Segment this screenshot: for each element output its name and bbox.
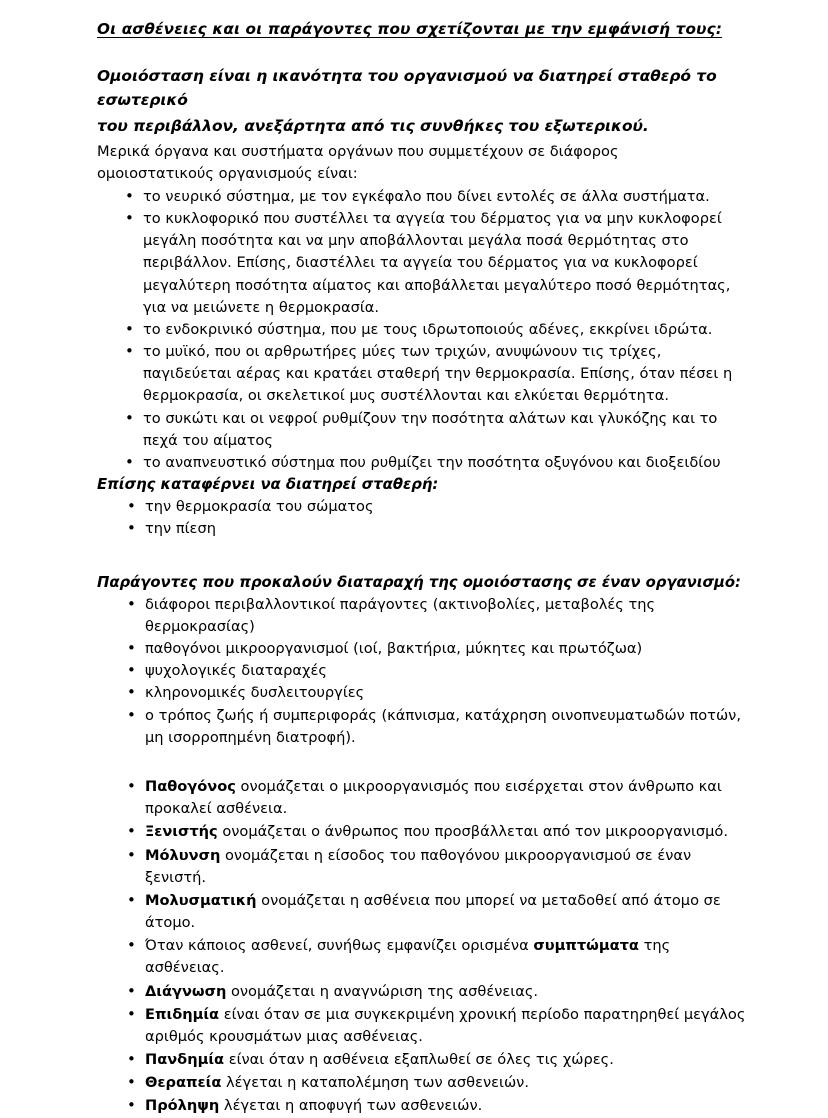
- definition-text: λέγεται η αποφυγή των ασθενειών.: [219, 1097, 483, 1115]
- list-item: • κληρονομικές δυσλειτουργίες: [97, 682, 753, 704]
- homeostatic-systems-list: [97, 186, 753, 474]
- definition-item: [97, 1049, 753, 1071]
- definition-term: Μολυσματική: [145, 891, 257, 909]
- definition-text: ονομάζεται ο άνθρωπος που προσβάλλεται από τον μικροοργανισμό.: [217, 823, 728, 841]
- list-item: • την πίεση: [97, 518, 753, 540]
- list-item: • το ενδοκρινικό σύστημα, που με τους ιδρωτοποιούς αδένες, εκκρίνει ιδρώτα.: [97, 319, 753, 341]
- homeostasis-definition-line-1: Ομοιόσταση είναι η ικανότητα του οργανισμού να διατηρεί σταθερό το εσωτερικό: [97, 67, 717, 109]
- definition-item: [97, 890, 753, 934]
- definition-term: Πρόληψη: [145, 1097, 220, 1115]
- list-item: • διάφοροι περιβαλλοντικοί παράγοντες (ακτινοβολίες, μεταβολές της θερμοκρασίας): [97, 594, 753, 638]
- definition-item: [97, 1072, 753, 1094]
- definition-item: [97, 845, 753, 889]
- definition-text: ονομάζεται η είσοδος του παθογόνου μικροοργανισμού σε έναν ξενιστή.: [145, 846, 692, 886]
- definition-term: Μόλυνση: [145, 846, 221, 864]
- definition-term: Ξενιστής: [145, 823, 218, 841]
- definition-term: συμπτώματα: [533, 937, 639, 955]
- definition-suffix: της ασθένειας.: [145, 937, 671, 977]
- definition-item: [97, 776, 753, 820]
- list-item: • το κυκλοφορικό που συστέλλει τα αγγεία του δέρματος για να μην κυκλοφορεί μεγάλη ποσότητα και να μην αποβάλλονται μεγάλα ποσά θερμότητας στο περιβάλλον. Επίσης, διαστέλλει τα αγγεία του δέρματος για να κυκλοφορεί μεγαλύτερη ποσότητα αίματος και αποβάλλεται μεγαλύτερο ποσό θερμότητας, για να μειώνετε η θερμοκρασία.: [97, 208, 753, 319]
- definition-item: [97, 935, 753, 979]
- list-item: • παθογόνοι μικροοργανισμοί (ιοί, βακτήρια, μύκητες και πρωτόζωα): [97, 638, 753, 660]
- homeostasis-intro: Μερικά όργανα και συστήματα οργάνων που συμμετέχουν σε διάφορος ομοιοστατικούς οργανισμούς είναι:: [97, 142, 619, 183]
- stable-section-heading: Επίσης καταφέρνει να διατηρεί σταθερή:: [97, 476, 439, 494]
- definition-prefix: Όταν κάποιος ασθενεί, συνήθως εμφανίζει ορισμένα: [145, 937, 534, 955]
- list-item: • ψυχολογικές διαταραχές: [97, 660, 753, 682]
- definition-term: Επιδημία: [145, 1005, 220, 1023]
- definition-text: ονομάζεται η αναγνώριση της ασθένειας.: [226, 982, 539, 1000]
- definition-term: Θεραπεία: [145, 1074, 222, 1092]
- list-item: • το νευρικό σύστημα, με τον εγκέφαλο που δίνει εντολές σε άλλα συστήματα.: [97, 186, 753, 208]
- definition-text: ονομάζεται ο μικροοργανισμός που εισέρχεται στον άνθρωπο και προκαλεί ασθένεια.: [145, 778, 722, 818]
- disruption-section-heading: Παράγοντες που προκαλούν διαταραχή της ομοιόστασης σε έναν οργανισμό:: [97, 573, 741, 591]
- definition-item: [97, 821, 753, 843]
- definition-text: είναι όταν η ασθένεια εξαπλωθεί σε όλες τις χώρες.: [224, 1051, 614, 1069]
- list-item: • την θερμοκρασία του σώματος: [97, 496, 753, 518]
- definition-text: ονομάζεται η ασθένεια που μπορεί να μεταδοθεί από άτομο σε άτομο.: [145, 891, 721, 932]
- homeostasis-definition-line-2: του περιβάλλον, ανεξάρτητα από τις συνθήκες του εξωτερικού.: [97, 116, 649, 135]
- definition-item: [97, 981, 753, 1003]
- definition-text: λέγεται η καταπολέμηση των ασθενειών.: [221, 1074, 529, 1092]
- definition-item: [97, 1004, 753, 1048]
- definitions-list: [97, 776, 753, 1118]
- definition-term: Διάγνωση: [145, 982, 227, 1000]
- definition-text: είναι όταν σε μια συγκεκριμένη χρονική περίοδο παρατηρηθεί μεγάλος αριθμός κρουσμάτων μιας ασθένειας.: [145, 1005, 746, 1045]
- page-title: Οι ασθένειες και οι παράγοντες που σχετίζονται με την εμφάνισή τους:: [97, 20, 723, 38]
- list-item: • το αναπνευστικό σύστημα που ρυθμίζει την ποσότητα οξυγόνου και διοξειδίου: [97, 452, 753, 474]
- list-item: • το μυϊκό, που οι αρθρωτήρες μύες των τριχών, ανυψώνουν τις τρίχες, παγιδεύεται αέρας και κρατάει σταθερή την θερμοκρασία. Επίσης, όταν πέσει η θερμοκρασία, οι σκελετικοί μυς συστέλλονται και ελκύεται θερμότητα.: [97, 341, 753, 408]
- disruption-factors-list: [97, 594, 753, 749]
- stable-section-list: [97, 496, 753, 540]
- definition-item: [97, 1095, 753, 1117]
- definition-term: Παθογόνος: [145, 778, 236, 795]
- definition-term: Πανδημία: [145, 1051, 225, 1069]
- list-item: • ο τρόπος ζωής ή συμπεριφοράς (κάπνισμα, κατάχρηση οινοπνευματωδών ποτών, μη ισορροπημένη διατροφή).: [97, 705, 753, 749]
- list-item: • το συκώτι και οι νεφροί ρυθμίζουν την ποσότητα αλάτων και γλυκόζης και το πεχά του αίματος: [97, 408, 753, 452]
